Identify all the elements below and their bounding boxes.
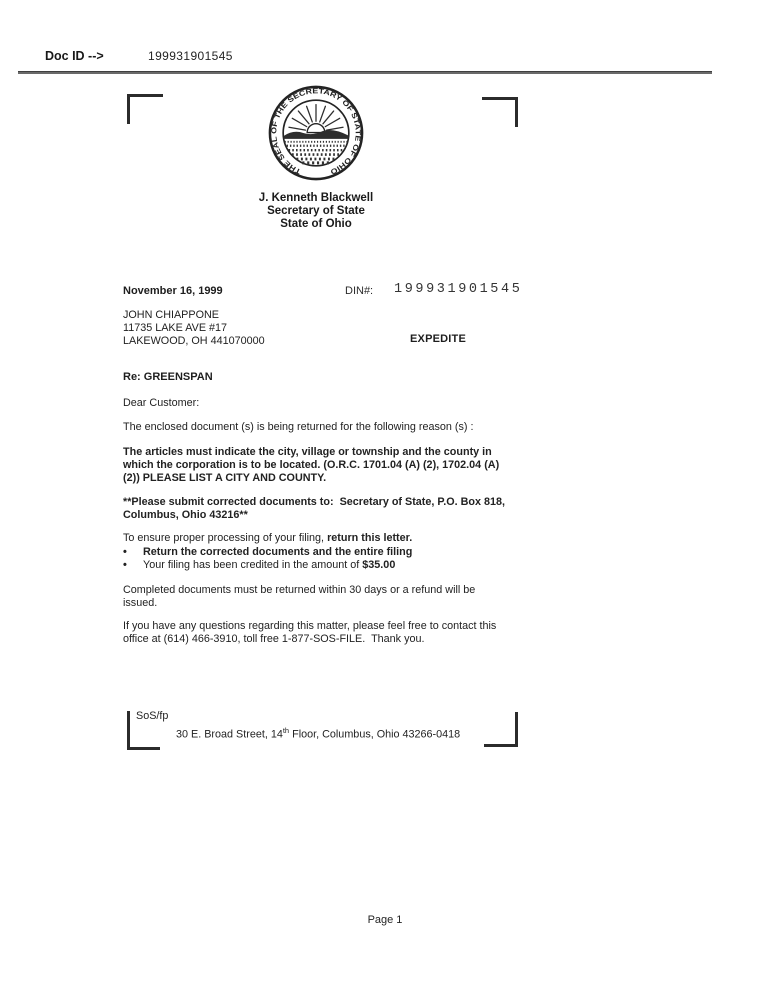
- bullet-item-2: [123, 559, 523, 572]
- ensure-line: [123, 532, 523, 545]
- field-rows-icon: [285, 142, 348, 163]
- contact-paragraph: If you have any questions regarding this matter, please feel free to contact this office at (614) 466-3910, toll free 1-877-SOS-FILE. Thank you.: [123, 620, 500, 645]
- address-suffix: Floor, Columbus, Ohio 43266-0418: [289, 728, 461, 741]
- doc-id-value: 199931901545: [148, 49, 233, 63]
- corner-mark-top-left: [127, 94, 163, 124]
- officer-block: [216, 192, 416, 231]
- office-address: [176, 726, 460, 741]
- preparer-initials: SoS/fp: [136, 710, 169, 722]
- submit-instructions: **Please submit corrected documents to: Secretary of State, P.O. Box 818, Columbus, Ohio 43216**: [123, 496, 509, 521]
- intro-line: The enclosed document (s) is being returned for the following reason (s) :: [123, 421, 474, 433]
- bullet-icon: [123, 546, 143, 559]
- recipient-street: 11735 LAKE AVE #17: [123, 322, 228, 334]
- din-value: 199931901545: [394, 282, 523, 297]
- page-number: Page 1: [367, 914, 403, 926]
- recipient-city: LAKEWOOD, OH 441070000: [123, 335, 265, 347]
- bullet-icon: [123, 559, 143, 572]
- officer-state: State of Ohio: [280, 218, 352, 230]
- bullet-2-text: [143, 559, 395, 572]
- ensure-bold: return this letter.: [327, 532, 413, 544]
- header-divider: [18, 71, 712, 74]
- expedite-stamp: EXPEDITE: [410, 333, 467, 345]
- recipient-address: [123, 309, 423, 348]
- ensure-prefix: To ensure proper processing of your filing,: [123, 532, 328, 544]
- letter-date: November 16, 1999: [123, 285, 223, 297]
- bullet-2-prefix: Your filing has been credited in the amount of: [143, 559, 363, 571]
- subject-line: Re: GREENSPAN: [123, 371, 213, 383]
- deadline-paragraph: Completed documents must be returned within 30 days or a refund will be issued.: [123, 584, 476, 609]
- doc-id-label: Doc ID -->: [45, 49, 104, 63]
- address-prefix: 30 E. Broad Street, 14: [176, 728, 283, 741]
- officer-name: J. Kenneth Blackwell: [258, 192, 374, 204]
- corner-mark-top-right: [482, 97, 518, 127]
- ohio-sos-seal-icon: [267, 84, 365, 182]
- rising-sun-icon: [307, 124, 325, 133]
- address-superscript: th: [282, 726, 290, 735]
- officer-title: Secretary of State: [267, 205, 365, 217]
- din-label: DIN#:: [345, 285, 374, 297]
- reason-paragraph: The articles must indicate the city, village or township and the county in which the corporation is to be located. (O.R.C. 1701.04 (A) (2), 1702.04 (A) (2)) PLEASE LIST A CITY AND COUNTY.: [123, 446, 500, 484]
- recipient-name: JOHN CHIAPPONE: [123, 309, 219, 321]
- seal-ring-text: THE SEAL OF THE SECRETARY OF STATE OF OHIO: [269, 86, 363, 177]
- bullet-1-text: Return the corrected documents and the entire filing: [143, 546, 413, 558]
- salutation: Dear Customer:: [123, 397, 200, 409]
- bullet-item-1: [123, 546, 523, 559]
- corner-mark-bottom-right: [484, 712, 518, 747]
- bullet-2-amount: $35.00: [362, 559, 396, 571]
